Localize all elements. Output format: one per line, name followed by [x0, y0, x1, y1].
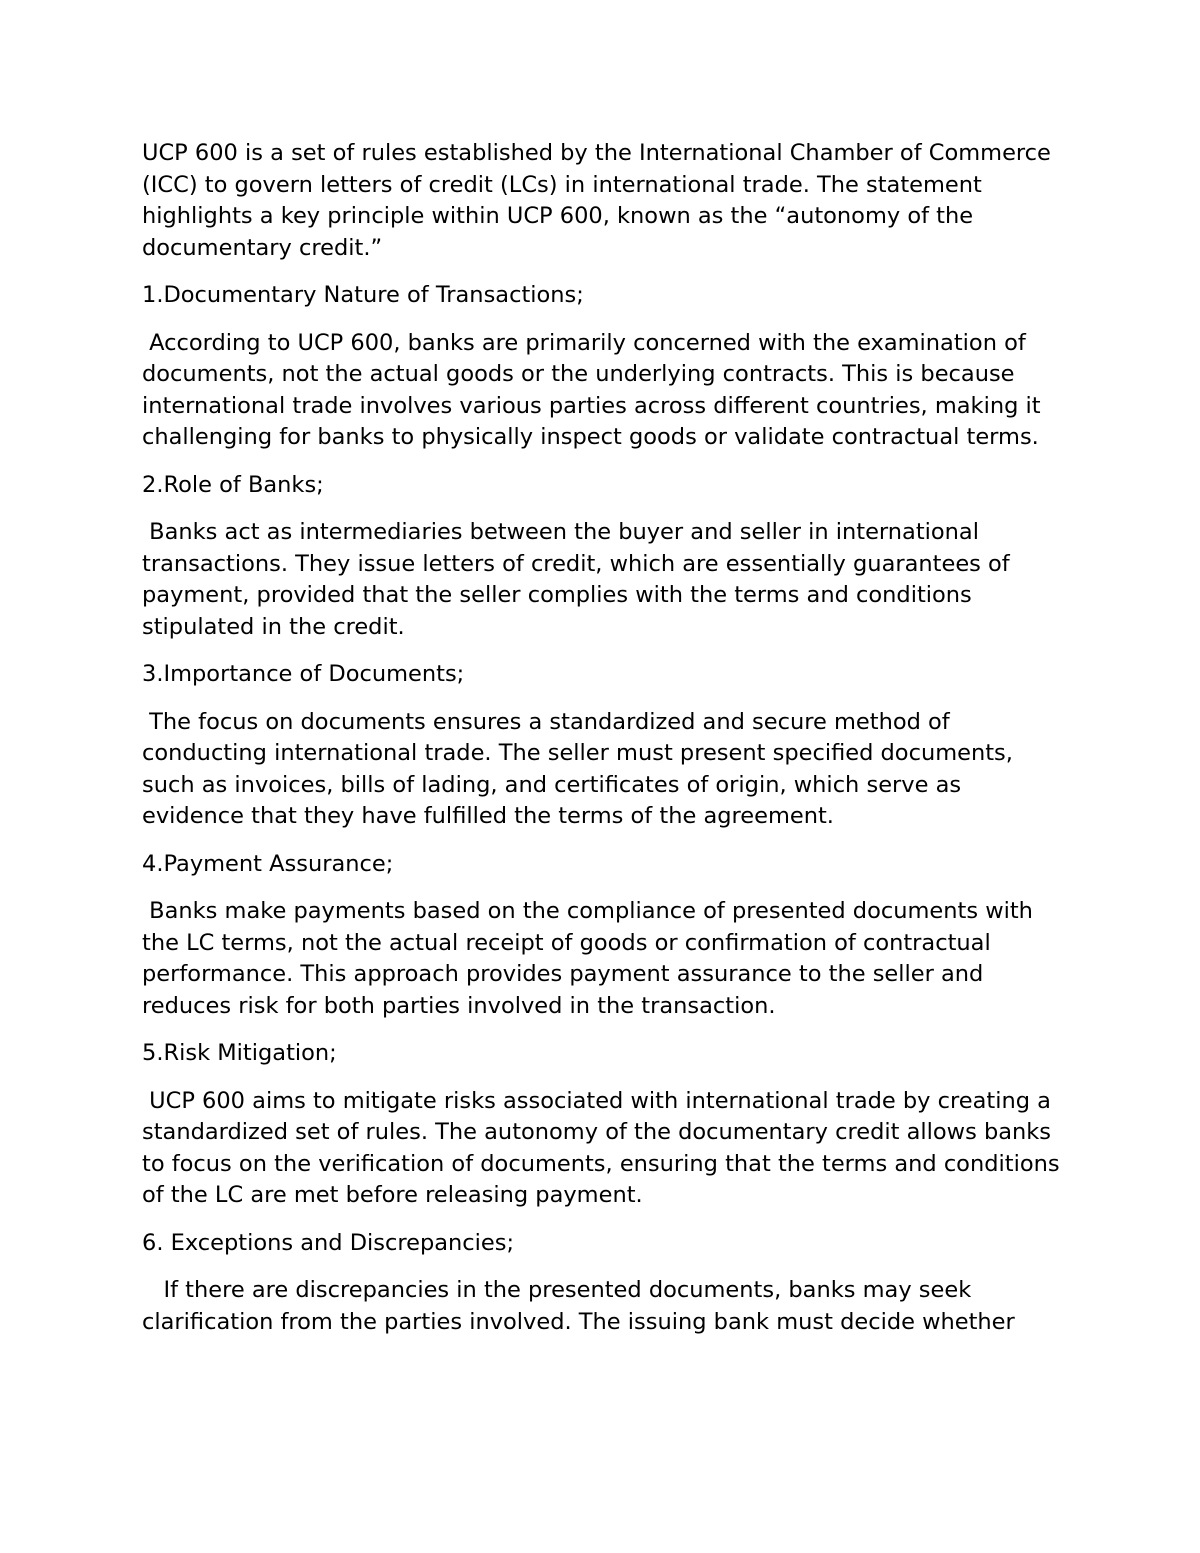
section-heading-2: 2.Role of Banks; — [142, 471, 324, 498]
section-body-3: The focus on documents ensures a standardized and secure method of conducting international trade. The seller must present specified documents, such as invoices, bills of lading, and certificates of origin, which serve as evidence that they have fulfilled the terms of the agreement. — [142, 708, 1021, 829]
section-body-2: Banks act as intermediaries between the buyer and seller in international transactions. They issue letters of credit, which are essentially guarantees of payment, provided that the seller complies with the terms and conditions stipulated in the credit. — [142, 519, 1017, 640]
section-body-5: UCP 600 aims to mitigate risks associated with international trade by creating a standardized set of rules. The autonomy of the documentary credit allows banks to focus on the verification of documents, ensuring that the terms and conditions of the LC are met before releasing payment. — [142, 1087, 1067, 1208]
section-heading-5: 5.Risk Mitigation; — [142, 1040, 337, 1066]
intro-paragraph: UCP 600 is a set of rules established by the International Chamber of Commerce (ICC) to govern letters of credit (LCs) in international trade. The statement highlights a key principle within UCP 600, known as the “autonomy of the documentary credit.” — [142, 140, 1059, 261]
section-heading-4: 4.Payment Assurance; — [142, 850, 394, 877]
document-body — [142, 138, 1067, 1354]
section-heading-6: 6. Exceptions and Discrepancies; — [142, 1229, 515, 1256]
section-heading-3: 3.Importance of Documents; — [142, 661, 465, 687]
section-body-4: Banks make payments based on the compliance of presented documents with the LC terms, not the actual receipt of goods or confirmation of contractual performance. This approach provides payment assurance to the seller and reduces risk for both parties involved in the transaction. — [142, 898, 1041, 1019]
section-body-1: According to UCP 600, banks are primarily concerned with the examination of documents, not the actual goods or the underlying contracts. This is because international trade involves various parties across different countries, making it challenging for banks to physically inspect goods or validate contractual terms. — [142, 329, 1048, 450]
section-heading-1: 1.Documentary Nature of Transactions; — [142, 282, 584, 308]
section-body-6: If there are discrepancies in the presented documents, banks may seek clarification from the parties involved. The issuing bank must decide whether — [142, 1277, 1015, 1335]
